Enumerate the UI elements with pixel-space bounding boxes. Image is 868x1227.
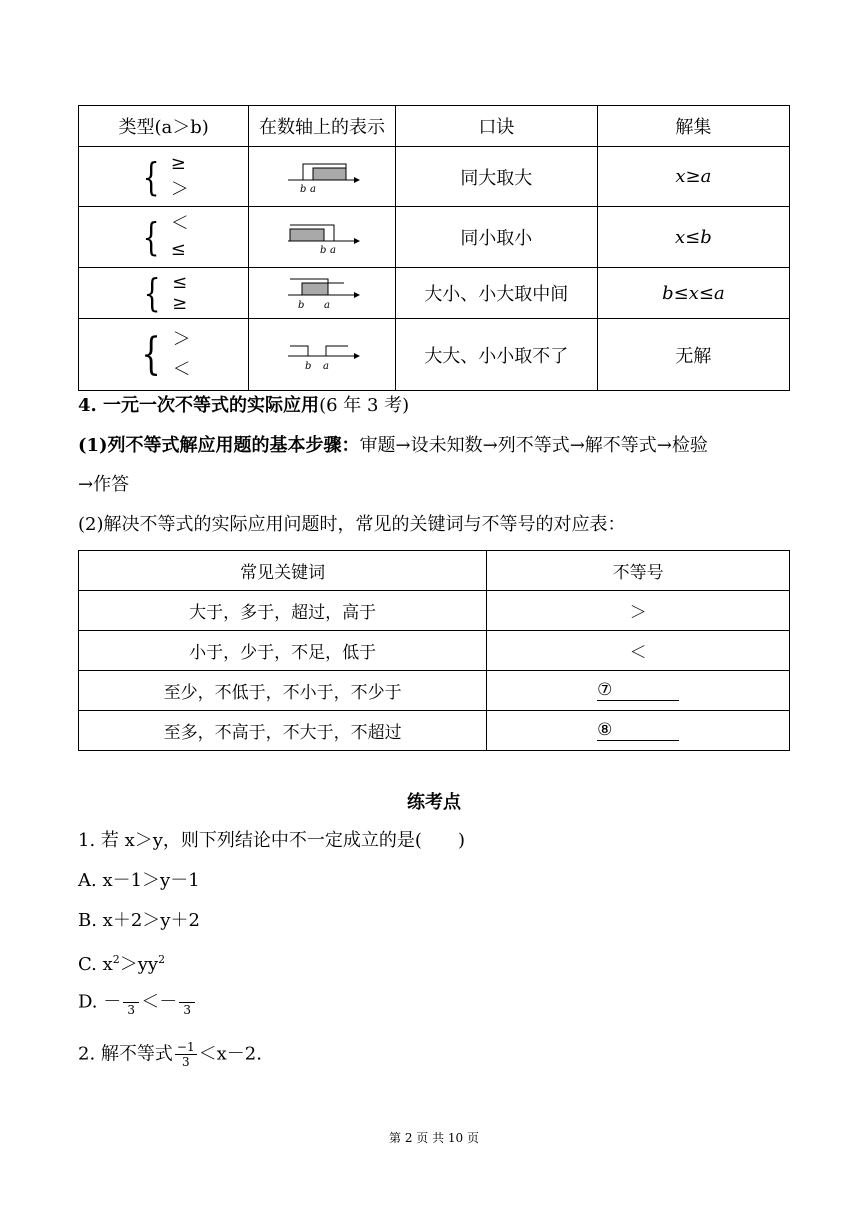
header-keywords: 常见关键词 — [79, 551, 487, 591]
keywords-cell: 小于，少于，不足，低于 — [79, 631, 487, 671]
axis-label-b: b — [305, 361, 312, 372]
question-1-stem: 1. 若 x＞y，则下列结论中不一定成立的是( ) — [78, 830, 465, 851]
axis-label-a: a — [323, 361, 330, 372]
solution-cell: x≥a — [597, 147, 789, 207]
table-header-row — [79, 551, 790, 591]
fraction: 3 — [179, 988, 195, 1017]
fraction: 3 — [123, 988, 139, 1017]
sym-bottom: ＞ — [170, 178, 189, 200]
header-number-line: 在数轴上的表示 — [249, 106, 396, 147]
section4-step2: (2)解决不等式的实际应用问题时，常见的关键词与不等号的对应表： — [78, 514, 626, 535]
number-line-cell — [249, 268, 396, 319]
table-row — [79, 631, 790, 671]
rule-cell: 同大取大 — [395, 147, 597, 207]
left-brace: { — [140, 328, 161, 380]
keyword-sign-table — [78, 550, 790, 751]
type-cell — [79, 268, 249, 319]
section4-title: 4. 一元一次不等式的实际应用(6 年 3 考) — [78, 395, 410, 416]
question-1-option-d: D. － 3 ＜－ 3 — [78, 988, 197, 1017]
keywords-cell: 至多，不高于，不大于，不超过 — [79, 711, 487, 751]
header-rule: 口诀 — [395, 106, 597, 147]
left-brace: { — [142, 154, 160, 199]
axis-label-b: b — [300, 184, 307, 194]
type-cell — [79, 147, 249, 207]
section4-step1: (1)列不等式解应用题的基本步骤：审题→设未知数→列不等式→解不等式→检验 — [78, 435, 708, 456]
sym-top: ＞ — [172, 328, 191, 350]
sym-top: ＜ — [170, 213, 189, 234]
answer-blank-7[interactable]: ⑦ — [597, 680, 679, 701]
table-header-row — [79, 106, 790, 147]
table-row — [79, 591, 790, 631]
number-line-cell — [249, 319, 396, 391]
keywords-cell: 至少，不低于，不小于，不少于 — [79, 671, 487, 711]
number-line-diagram — [282, 332, 362, 372]
question-1-option-c: C. $x^2>yy^2$ — [78, 953, 166, 975]
table-row — [79, 147, 790, 207]
number-line-diagram — [282, 271, 362, 311]
axis-label-a: a — [330, 244, 337, 255]
header-sign: 不等号 — [487, 551, 790, 591]
sign-cell: ＞ — [487, 591, 790, 631]
answer-blank-8[interactable]: ⑧ — [597, 720, 679, 741]
question-1-option-b: B. x＋2＞y＋2 — [78, 910, 200, 931]
left-brace: { — [143, 271, 161, 315]
rule-cell: 同小取小 — [395, 207, 597, 268]
sign-cell — [487, 711, 790, 751]
fraction: $\frac{-1}{3}$ — [176, 1040, 195, 1069]
table-row — [79, 268, 790, 319]
solution-cell: 无解 — [597, 319, 789, 391]
rule-cell: 大大、小小取不了 — [395, 319, 597, 391]
header-type: 类型(a＞b) — [79, 106, 249, 147]
sym-bottom: ≤ — [170, 239, 186, 260]
number-line-diagram — [282, 215, 362, 255]
practice-heading: 练考点 — [407, 792, 461, 813]
sym-top: ≤ — [172, 272, 188, 293]
solution-cell: x≤b — [597, 207, 789, 268]
type-cell — [79, 319, 249, 391]
table-row — [79, 671, 790, 711]
axis-label-b: b — [298, 299, 305, 311]
rule-cell: 大小、小大取中间 — [395, 268, 597, 319]
inequality-system-table — [78, 105, 790, 391]
sym-top: ≥ — [170, 152, 186, 174]
table-row — [79, 319, 790, 391]
solution-cell: b≤x≤a — [597, 268, 789, 319]
question-1-option-a: A. x－1＞y－1 — [78, 870, 200, 891]
axis-label-b: b — [320, 244, 327, 255]
number-line-cell — [249, 147, 396, 207]
number-line-diagram — [282, 154, 362, 194]
section4-step1-cont: →作答 — [78, 474, 130, 495]
table-row — [79, 711, 790, 751]
table-row — [79, 207, 790, 268]
number-line-cell — [249, 207, 396, 268]
axis-label-a: a — [310, 184, 317, 194]
left-brace: { — [142, 215, 160, 259]
type-cell — [79, 207, 249, 268]
sym-bottom: ＜ — [172, 358, 191, 380]
page-footer: 第 2 页 共 10 页 — [389, 1131, 479, 1145]
keywords-cell: 大于，多于，超过，高于 — [79, 591, 487, 631]
sign-cell — [487, 671, 790, 711]
header-solution: 解集 — [597, 106, 789, 147]
axis-label-a: a — [324, 299, 331, 311]
sign-cell: ＜ — [487, 631, 790, 671]
question-2: 2. 解不等式 $\frac{-1}{3}$ ＜x－2. — [78, 1040, 262, 1069]
sym-bottom: ≥ — [172, 293, 188, 314]
